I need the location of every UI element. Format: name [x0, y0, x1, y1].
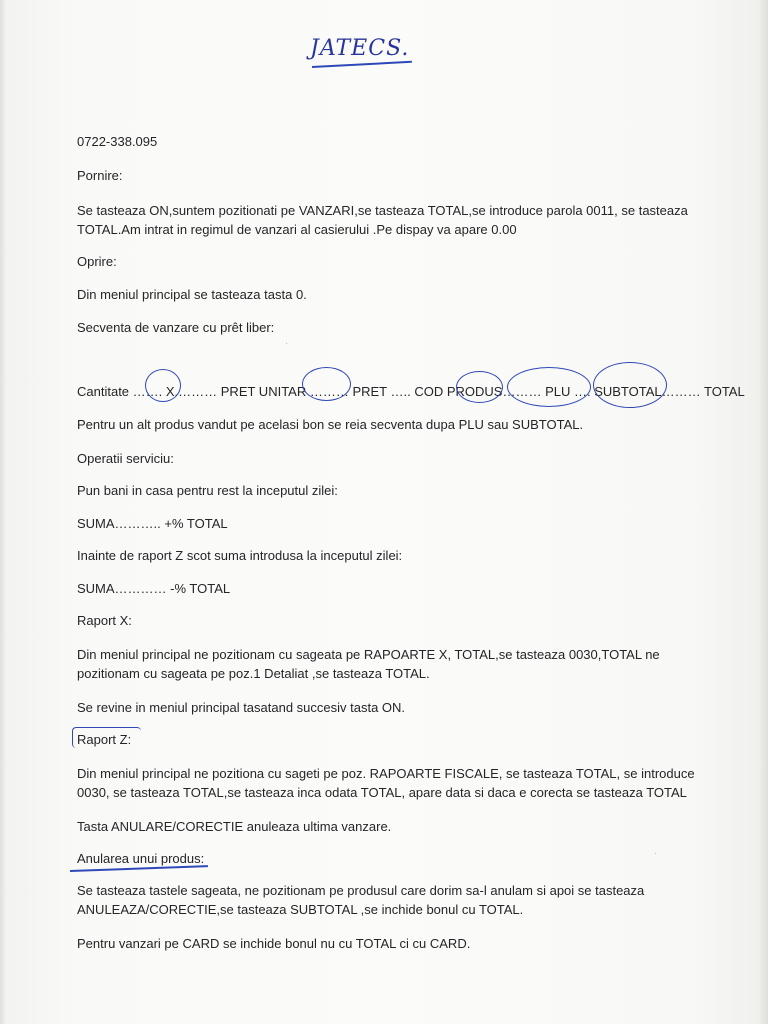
- ink-circle-total: [593, 362, 667, 408]
- inainte-z-text: Inainte de raport Z scot suma introdusa la inceputul zilei:: [77, 548, 403, 563]
- section-secventa: Secventa de vanzare cu prêt liber:: [77, 320, 275, 335]
- section-raport-x: Raport X:: [77, 613, 132, 628]
- oprire-text: Din meniul principal se tasteaza tasta 0.: [77, 287, 307, 302]
- handwritten-signature: [300, 28, 430, 78]
- raport-z-text-2: 0030, se tasteaza TOTAL,se tasteaza inca odata TOTAL, apare data si daca e corecta se tasteaza TOTAL: [77, 785, 687, 800]
- anulare-text-1: Se tasteaza tastele sageata, ne pozitionam pe produsul care dorim sa-l anulam si apoi se tasteaza: [77, 883, 645, 898]
- section-pornire: Pornire:: [77, 168, 123, 183]
- sales-sequence: Cantitate ……. X.……… PRET UNITAR ……… PRET ….. COD PRODUS……… PLU …. SUBTOTAL……… TOTAL: [77, 384, 745, 399]
- ink-circle-x: [145, 369, 181, 402]
- raport-x-text-1: Din meniul principal ne pozitionam cu sageata pe RAPOARTE X, TOTAL,se tasteaza 0030,TOTAL ne: [77, 647, 660, 662]
- pornire-text-2: TOTAL.Am intrat in regimul de vanzari al casierului .Pe dispay va apare 0.00: [77, 222, 517, 237]
- scan-speck-right: ·: [654, 848, 658, 859]
- signature-underline: [312, 61, 412, 68]
- suma-minus-text: SUMA………… -% TOTAL: [77, 581, 231, 596]
- ink-circle-subtotal: [507, 367, 591, 407]
- right-page-shadow: [758, 0, 768, 1024]
- ink-circle-plu: [456, 371, 503, 403]
- section-oprire: Oprire:: [77, 254, 117, 269]
- phone-number: 0722-338.095: [77, 134, 158, 149]
- pun-bani-text: Pun bani in casa pentru rest la inceputul zilei:: [77, 483, 338, 498]
- anulare-text-2: ANULEAZA/CORECTIE,se tasteaza SUBTOTAL ,se inchide bonul cu TOTAL.: [77, 902, 524, 917]
- section-operatii: Operatii serviciu:: [77, 451, 174, 466]
- pornire-text-1: Se tasteaza ON,suntem pozitionati pe VANZARI,se tasteaza TOTAL,se introduce parola 0011, se tasteaza: [77, 203, 688, 218]
- revine-text: Se revine in meniul principal tasatand succesiv tasta ON.: [77, 700, 406, 715]
- raport-x-text-2: pozitionam cu sageata pe poz.1 Detaliat ,se tasteaza TOTAL.: [77, 666, 430, 681]
- left-page-shadow: [0, 0, 6, 1024]
- section-anulare-produs: Anularea unui produs:: [77, 851, 205, 866]
- signature-text: JATECS.: [310, 36, 410, 61]
- card-text: Pentru vanzari pe CARD se inchide bonul nu cu TOTAL ci cu CARD.: [77, 936, 471, 951]
- suma-plus-text: SUMA……….. +% TOTAL: [77, 516, 228, 531]
- ink-circle-pret: [302, 367, 351, 401]
- section-raport-z: Raport Z:: [77, 732, 132, 747]
- anulare-tasta-text: Tasta ANULARE/CORECTIE anuleaza ultima vanzare.: [77, 819, 392, 834]
- sequence-note: Pentru un alt produs vandut pe acelasi bon se reia secventa dupa PLU sau SUBTOTAL.: [77, 417, 584, 432]
- scan-speck: ·: [285, 338, 289, 349]
- raport-z-text-1: Din meniul principal ne pozitiona cu sageti pe poz. RAPOARTE FISCALE, se tasteaza TOTAL, se introduce: [77, 766, 695, 781]
